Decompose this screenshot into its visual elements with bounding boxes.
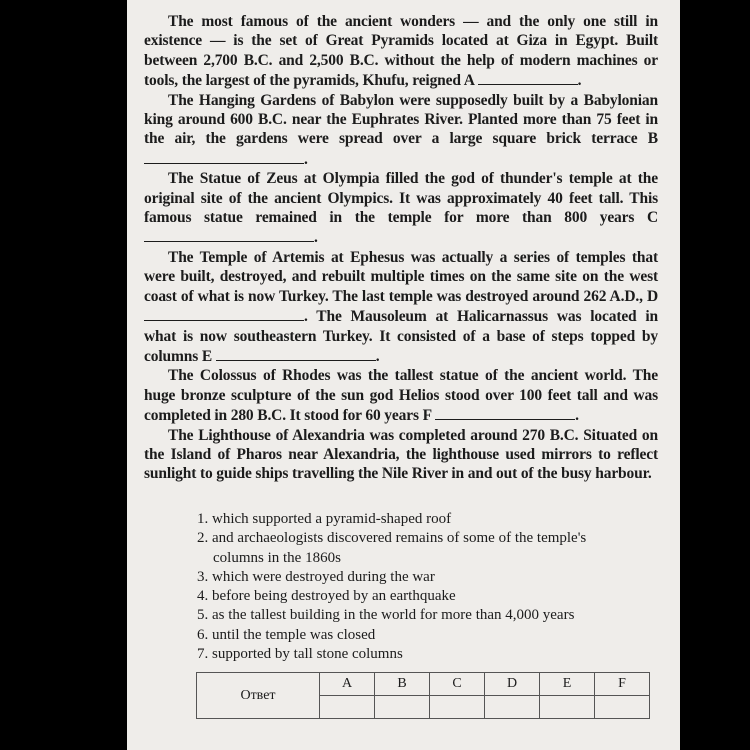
answer-cell-b[interactable] xyxy=(375,696,430,719)
option-text-continued: columns in the 1860s xyxy=(213,549,341,566)
answer-col-e: E xyxy=(540,673,595,696)
option-number: 4. xyxy=(197,588,209,605)
gap-letter-f: F xyxy=(422,407,432,425)
option-text: until the temple was closed xyxy=(212,626,376,643)
option-2 xyxy=(197,529,657,568)
option-3 xyxy=(197,568,657,587)
option-number: 5. xyxy=(197,607,209,624)
option-number: 7. xyxy=(197,646,209,663)
paragraph-lighthouse xyxy=(144,426,658,484)
paragraph-text-2: . The Mausoleum at Halicarnassus was located in what is now southeastern Turkey. It consisted of a base of steps topped by columns xyxy=(144,308,658,365)
option-number: 6. xyxy=(197,626,209,643)
paragraph-text: The Temple of Artemis at Ephesus was actually a series of temples that were built, destroyed, and rebuilt multiple times on the same site on the west coast of what is now Turkey. The last temple was destroyed around 262 A.D., xyxy=(144,248,658,305)
option-5 xyxy=(197,606,657,625)
answer-col-f: F xyxy=(595,673,650,696)
punct: . xyxy=(304,150,308,168)
paragraph-gardens xyxy=(144,91,658,170)
answer-cell-f[interactable] xyxy=(595,696,650,719)
answer-col-b: B xyxy=(375,673,430,696)
option-number: 1. xyxy=(197,511,209,527)
answer-cell-d[interactable] xyxy=(485,696,540,719)
answer-label: Ответ xyxy=(197,673,320,719)
gap-blank-a[interactable] xyxy=(478,70,578,85)
option-1 xyxy=(197,510,657,529)
gap-letter-c: C xyxy=(646,209,658,227)
answer-col-a: A xyxy=(320,673,375,696)
paragraph-text: The Lighthouse of Alexandria was completed around 270 B.C. Situated on the Island of Pharos near Alexandria, the lighthouse used mirrors to reflect sunlight to guide ships travelling the Nile River in and out of the busy harbour. xyxy=(144,426,658,483)
paragraph-text: The most famous of the ancient wonders — and the only one still in existence — is the set of Great Pyramids located at Giza in Egypt. Built between 2,700 B.C. and 2,500 B.C. without the help of modern machines or tools, the largest of the pyramids, Khufu, reigned xyxy=(144,13,658,90)
answer-table xyxy=(196,672,650,719)
paragraph-artemis xyxy=(144,248,658,366)
option-text: before being destroyed by an earthquake xyxy=(212,588,456,605)
option-text: supported by tall stone columns xyxy=(212,646,403,663)
gap-blank-c[interactable] xyxy=(144,227,314,242)
gap-blank-b[interactable] xyxy=(144,149,304,164)
option-7 xyxy=(197,645,657,664)
option-6 xyxy=(197,626,657,645)
option-4 xyxy=(197,587,657,606)
textbook-page xyxy=(127,0,680,750)
paragraph-colossus xyxy=(144,366,658,425)
options-list xyxy=(197,510,657,664)
option-number: 2. xyxy=(197,530,209,547)
answer-col-d: D xyxy=(485,673,540,696)
paragraph-text: The Colossus of Rhodes was the tallest statue of the ancient world. The huge bronze sculpture of the sun god Helios stood over 100 feet tall and was completed in 280 B.C. It stood for 60 years xyxy=(144,367,658,425)
paragraph-text: The Statue of Zeus at Olympia filled the god of thunder's temple at the original site of the ancient Olympics. It was approximately 40 feet tall. This famous statue remained in the temple for more than 800 years xyxy=(144,170,658,227)
paragraph-pyramids xyxy=(144,12,658,91)
punct: . xyxy=(314,229,318,247)
option-text: which supported a pyramid-shaped roof xyxy=(212,511,452,527)
punct: . xyxy=(375,347,380,365)
answer-cell-a[interactable] xyxy=(320,696,375,719)
option-number: 3. xyxy=(197,568,209,585)
punct: . xyxy=(577,72,582,90)
gap-letter-e: E xyxy=(201,347,213,365)
punct: . xyxy=(575,407,579,425)
option-text: as the tallest building in the world for more than 4,000 years xyxy=(212,607,575,624)
gap-blank-f[interactable] xyxy=(435,405,575,420)
reading-text xyxy=(144,12,658,484)
gap-letter-a: A xyxy=(463,72,474,90)
paragraph-text: The Hanging Gardens of Babylon were supposedly built by a Babylonian king around 600 B.C. near the Euphrates River. Planted more than 75 feet in the air, the gardens were spread over a large square brick terrace xyxy=(144,91,658,148)
option-text: and archaeologists discovered remains of some of the temple's xyxy=(212,530,587,547)
gap-blank-d[interactable] xyxy=(144,306,304,321)
answer-cell-c[interactable] xyxy=(430,696,485,719)
gap-blank-e[interactable] xyxy=(216,346,376,361)
answer-cell-e[interactable] xyxy=(540,696,595,719)
paragraph-zeus xyxy=(144,169,658,248)
answer-col-c: C xyxy=(430,673,485,696)
gap-letter-d: D xyxy=(646,287,658,305)
gap-letter-b: B xyxy=(647,130,658,148)
option-text: which were destroyed during the war xyxy=(212,568,435,585)
